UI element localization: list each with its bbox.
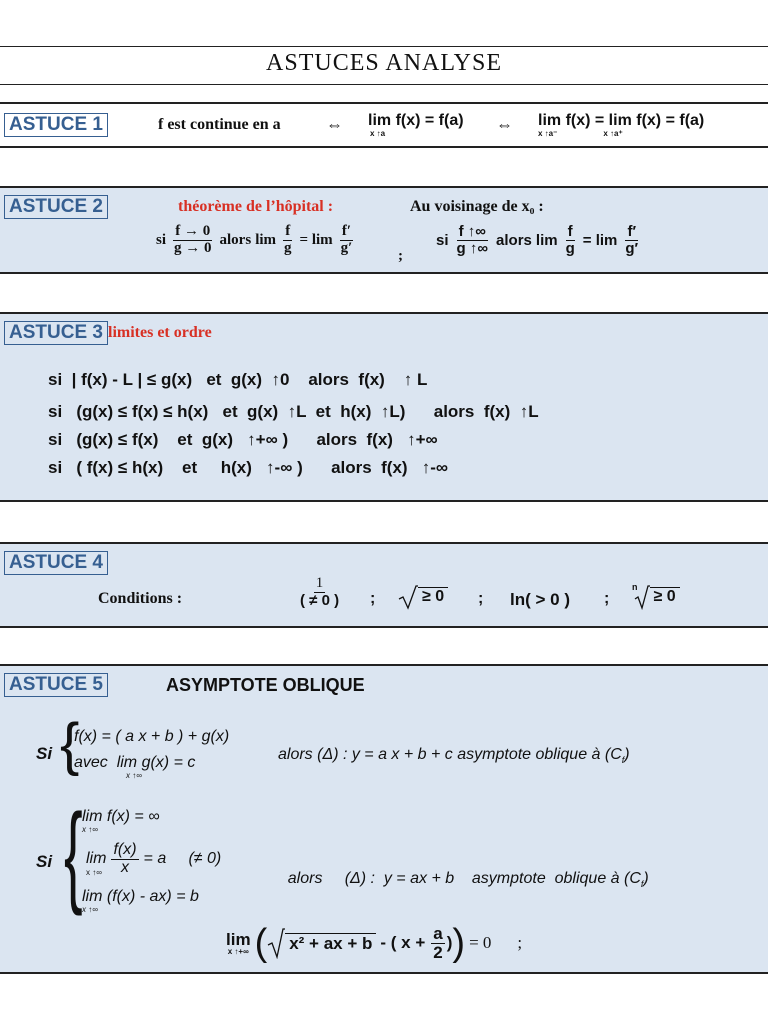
astuce3-row: si | f(x) - L | ≤ g(x) et g(x) ↑0 alors f(x) ↑ L xyxy=(48,370,428,389)
astuce1-box xyxy=(0,102,768,148)
astuce1-expr1: lim f(x) = f(a) x ↑a xyxy=(368,112,464,138)
astuce4-nroot: $^n$≥ 0 xyxy=(632,584,680,610)
astuce3-row: si (g(x) ≤ f(x) et g(x) ↑+∞ ) alors f(x) ↑+∞ xyxy=(48,430,438,449)
brace-icon: { xyxy=(64,791,83,916)
astuce3-box xyxy=(0,312,768,502)
astuce3-row: si (g(x) ≤ f(x) ≤ h(x) et g(x) ↑L et h(x) ↑L) alors f(x) ↑L xyxy=(48,402,539,421)
astuce4-frac: $\frac{1}{( \ne 0 )}$ xyxy=(300,575,340,609)
astuce4-box xyxy=(0,542,768,628)
paren-close: ) xyxy=(452,922,466,964)
astuce4-ln: ln( > 0 ) xyxy=(510,590,570,609)
astuce5-subtitle: ASYMPTOTE OBLIQUE xyxy=(166,675,365,695)
astuce2-theorem: théorème de l’hôpital : xyxy=(178,198,334,215)
astuce5-si1: Si xyxy=(36,744,53,763)
astuce5-sys2-line1: lim f(x) = ∞ x ↑∞ xyxy=(82,808,160,834)
astuce2-sep: ; xyxy=(398,248,403,264)
sqrt-icon xyxy=(267,927,285,959)
astuce1-text: f est continue en a xyxy=(158,116,281,133)
astuce4-sqrt: ≥ 0 xyxy=(398,584,448,610)
astuce1-expr2: lim f(x) = lim f(x) = f(a) x ↑a⁻ x ↑a⁺ xyxy=(538,112,705,138)
astuce5-sys2-line2: lim $\frac{f(x)}{x}$ = a (≠ 0) xyxy=(86,841,222,876)
astuce5-sys2-line3: lim (f(x) - ax) = b x ↑∞ xyxy=(82,888,199,914)
astuce2-case2: si $\frac{f ↑\infty}{g ↑\infty}$ alors lim $\frac{f}{g}$ = lim $\frac{f'}{g'}$ xyxy=(436,223,639,257)
astuce4-sep: ; xyxy=(370,590,376,607)
astuce3-label: ASTUCE 3 xyxy=(4,321,108,345)
astuce3-row: si ( f(x) ≤ h(x) et h(x) ↑-∞ ) alors f(x) ↑-∞ xyxy=(48,458,449,477)
astuce1-label: ASTUCE 1 xyxy=(4,113,108,137)
astuce2-case1: si $\frac{f \to 0}{g \to 0}$ alors lim $\frac{f}{g}$ = lim $\frac{f'}{g'}$ xyxy=(156,223,353,256)
astuce5-sys1-line2: avec lim g(x) = c x ↑∞ xyxy=(74,753,196,780)
astuce5-result1: alors (Δ) : y = a x + b + c asymptote oblique à $(C_f)$ xyxy=(278,746,630,766)
equiv-icon: ⇔ xyxy=(326,115,343,134)
page-title: ASTUCES ANALYSE xyxy=(266,50,502,76)
astuce5-box xyxy=(0,664,768,974)
astuce5-label: ASTUCE 5 xyxy=(4,673,108,697)
astuce5-sys1-line1: f(x) = ( a x + b ) + g(x) xyxy=(74,728,230,745)
astuce5-sys2-sub: x ↑∞ xyxy=(86,868,102,877)
astuce4-label: ASTUCE 4 xyxy=(4,551,108,575)
astuce3-subtitle: limites et ordre xyxy=(108,324,212,341)
top-rule xyxy=(0,46,768,47)
astuce4-sep: ; xyxy=(604,590,610,607)
astuce2-label: ASTUCE 2 xyxy=(4,195,108,219)
astuce4-conditions: Conditions : xyxy=(98,590,183,607)
astuce5-result2: alors (Δ) : y = ax + b asymptote oblique à $(C_f)$ xyxy=(287,870,649,890)
astuce4-sep: ; xyxy=(478,590,484,607)
astuce2-context: Au voisinage de x₀ : xyxy=(410,198,544,215)
astuce5-si2: Si xyxy=(36,852,53,871)
brace-icon: { xyxy=(60,712,80,777)
astuce5-final-limit: lim x ↑+∞ ( x² + ax + b - ( x + $\frac{a}{2}$ ) ) = 0 ; xyxy=(226,922,523,964)
sqrt-icon xyxy=(398,584,418,610)
title-underline xyxy=(0,84,768,85)
paren-open: ( xyxy=(254,922,268,964)
astuce2-box xyxy=(0,186,768,274)
equiv-icon: ⇔ xyxy=(496,115,513,134)
